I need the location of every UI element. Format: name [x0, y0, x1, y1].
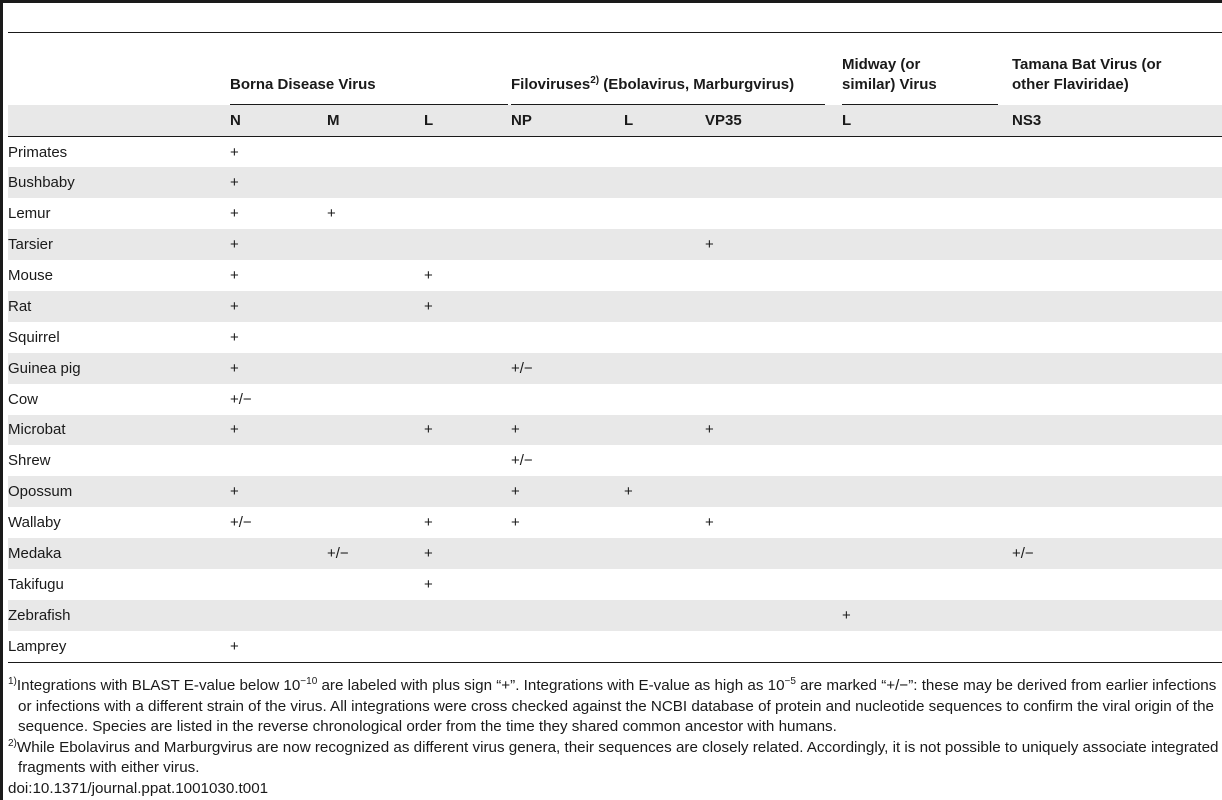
integration-cell: +/− [230, 390, 252, 408]
integration-cell [705, 167, 842, 198]
integration-cell [705, 631, 842, 662]
column-header: NS3 [1012, 105, 1222, 137]
integration-cell [842, 569, 1012, 600]
integration-cell [705, 291, 842, 322]
integration-cell: +/− [511, 452, 533, 470]
integration-cell [424, 600, 511, 631]
integration-cell: + [705, 415, 842, 446]
integration-cell: + [327, 205, 336, 223]
integration-cell [705, 600, 842, 631]
integration-cell [511, 137, 624, 168]
species-cell: Microbat [8, 415, 230, 446]
integration-cell: + [705, 514, 714, 532]
integration-cell [1012, 445, 1222, 476]
integration-cell [327, 631, 424, 662]
integration-cell: + [624, 476, 705, 507]
integration-cell [624, 137, 705, 168]
integration-cell [842, 384, 1012, 415]
integration-cell [327, 353, 424, 384]
integration-cell: + [230, 291, 327, 322]
table-row [8, 353, 1222, 384]
integration-cell: + [230, 167, 327, 198]
integration-cell [424, 137, 511, 168]
integration-cell [230, 445, 327, 476]
footnote-mark: 1) [8, 675, 17, 687]
species-cell: Mouse [8, 267, 54, 284]
column-header: L [842, 105, 1012, 137]
column-header: VP35 [705, 105, 842, 137]
integration-cell: + [230, 205, 239, 223]
species-cell: Primates [8, 137, 230, 168]
integration-cell [624, 415, 705, 446]
integration-cell [1012, 167, 1222, 198]
table-row [8, 476, 1222, 507]
footnote-text: are marked “+/−”: these may be derived from earlier infections or infections with a different strain of the virus. All integrations were cross checked against the NCBI database of protein and nucleotide sequences to confirm the viral origin of the sequence. Species are listed in the reverse chronological order from the time they shared common ancestor with humans. [18, 677, 1217, 735]
integration-cell [511, 229, 624, 260]
integration-cell [624, 291, 705, 322]
column-header [8, 105, 230, 137]
integration-cell: + [424, 415, 511, 446]
integration-cell [624, 167, 705, 198]
species-cell: Takifugu [8, 575, 64, 593]
species-cell: Shrew [8, 452, 51, 470]
integration-cell: + [511, 514, 520, 532]
table-bottom-rule [8, 662, 1222, 663]
integration-table [8, 33, 1222, 662]
table-row [8, 507, 1222, 538]
integration-cell [511, 600, 624, 631]
integration-cell [1012, 600, 1222, 631]
integration-cell [842, 415, 1012, 446]
integration-cell: + [230, 267, 239, 284]
integration-cell [327, 445, 424, 476]
integration-cell [327, 600, 424, 631]
integration-cell [624, 445, 705, 476]
group-header-filoviruses [511, 33, 842, 105]
integration-cell [327, 167, 424, 198]
integration-cell [327, 415, 424, 446]
group-header-label: Midway (or similar) Virus [842, 56, 937, 93]
integration-cell [705, 322, 842, 353]
table-row [8, 137, 1222, 168]
table-row [8, 198, 1222, 229]
species-cell: Squirrel [8, 328, 60, 346]
species-cell: Bushbaby [8, 167, 230, 198]
integration-cell [424, 198, 511, 229]
integration-cell [1012, 198, 1222, 229]
table-row [8, 229, 1222, 260]
footnote-1 [8, 676, 1220, 738]
integration-cell [511, 167, 624, 198]
integration-cell [230, 569, 327, 600]
integration-cell [327, 322, 424, 353]
integration-cell [705, 198, 842, 229]
integration-cell [1012, 384, 1222, 415]
integration-cell [230, 538, 327, 569]
group-header-label: Tamana Bat Virus (or other Flaviridae) [1012, 56, 1162, 93]
integration-cell [842, 291, 1012, 322]
top-border [0, 0, 1222, 3]
integration-cell [1012, 353, 1222, 384]
integration-cell [327, 229, 424, 260]
integration-cell [1012, 476, 1222, 507]
integration-cell: +/− [1012, 538, 1222, 569]
integration-cell [1012, 291, 1222, 322]
integration-cell [327, 476, 424, 507]
integration-cell [705, 137, 842, 168]
integration-cell [424, 353, 511, 384]
column-header: M [327, 105, 424, 137]
group-header-tamana [1012, 33, 1222, 105]
integration-cell [842, 538, 1012, 569]
integration-cell: + [511, 476, 624, 507]
left-border [0, 0, 3, 800]
group-header-midway [842, 33, 1012, 105]
table-row [8, 445, 1222, 476]
integration-cell [327, 137, 424, 168]
footnote-mark: 2) [8, 737, 17, 749]
integration-cell [705, 353, 842, 384]
integration-cell [424, 322, 511, 353]
integration-cell [511, 291, 624, 322]
integration-cell [705, 569, 842, 600]
integration-cell [511, 384, 624, 415]
integration-cell [1012, 569, 1222, 600]
integration-cell: + [424, 267, 433, 284]
integration-cell: + [842, 600, 1012, 631]
integration-cell [624, 600, 705, 631]
integration-cell [327, 507, 424, 538]
species-cell: Cow [8, 390, 39, 408]
group-header-empty [8, 33, 230, 105]
species-cell: Wallaby [8, 514, 61, 532]
integration-cell [327, 260, 424, 291]
table-container [8, 33, 1222, 662]
integration-cell [511, 631, 624, 662]
exponent: −5 [784, 675, 796, 687]
column-header: N [230, 105, 327, 137]
integration-cell [705, 476, 842, 507]
group-underline [230, 104, 508, 105]
integration-cell [327, 384, 424, 415]
integration-cell [424, 476, 511, 507]
integration-cell [705, 384, 842, 415]
integration-cell [705, 538, 842, 569]
footnote-2 [8, 738, 1220, 779]
integration-cell [842, 260, 1012, 291]
integration-cell: + [705, 229, 842, 260]
table-body [8, 137, 1222, 662]
integration-cell [511, 260, 624, 291]
integration-cell [624, 260, 705, 291]
integration-cell: + [424, 575, 433, 593]
species-cell: Opossum [8, 476, 230, 507]
integration-cell [842, 137, 1012, 168]
footnote-mark: 2) [590, 75, 600, 86]
group-header-row [8, 33, 1222, 105]
footnote-text: While Ebolavirus and Marburgvirus are now recognized as different virus genera, their sequences are closely related. Accordingly, it is not possible to uniquely associate integrated fragments with either virus. [16, 738, 1219, 776]
integration-cell [511, 538, 624, 569]
integration-cell [424, 631, 511, 662]
integration-cell: +/− [230, 514, 252, 532]
integration-cell [1012, 229, 1222, 260]
table-footnotes [8, 676, 1220, 799]
table-row [8, 569, 1222, 600]
footnote-text: are labeled with plus sign “+”. Integrations with E-value as high as 10 [317, 677, 785, 694]
integration-cell [705, 260, 842, 291]
integration-cell [624, 569, 705, 600]
integration-cell [1012, 260, 1222, 291]
integration-cell [1012, 507, 1222, 538]
integration-cell: + [230, 476, 327, 507]
integration-cell [842, 198, 1012, 229]
integration-cell: + [230, 637, 239, 655]
exponent: −10 [300, 675, 318, 687]
species-cell: Zebrafish [8, 600, 230, 631]
group-header-label-continued: (Ebolavirus, Marburgvirus) [599, 76, 795, 93]
integration-cell [327, 291, 424, 322]
integration-cell: + [230, 137, 327, 168]
integration-cell [842, 476, 1012, 507]
table-row [8, 415, 1222, 446]
integration-cell [624, 353, 705, 384]
table-row [8, 600, 1222, 631]
integration-cell [624, 507, 705, 538]
integration-cell [230, 600, 327, 631]
species-cell: Tarsier [8, 229, 230, 260]
column-header: L [424, 105, 511, 137]
integration-cell [842, 229, 1012, 260]
integration-cell [842, 167, 1012, 198]
table-row [8, 322, 1222, 353]
integration-cell: + [424, 291, 511, 322]
table-row [8, 167, 1222, 198]
group-header-label: Borna Disease Virus [230, 76, 376, 93]
integration-cell: +/− [511, 353, 624, 384]
integration-cell [842, 353, 1012, 384]
integration-cell [842, 322, 1012, 353]
table-row [8, 260, 1222, 291]
integration-cell: + [424, 514, 433, 532]
integration-cell: + [230, 415, 327, 446]
column-header: L [624, 105, 705, 137]
integration-cell [624, 198, 705, 229]
integration-cell: + [424, 538, 511, 569]
integration-cell [1012, 415, 1222, 446]
integration-cell [511, 198, 624, 229]
integration-cell [424, 384, 511, 415]
table-row [8, 631, 1222, 662]
integration-cell: + [230, 328, 239, 346]
integration-cell [424, 229, 511, 260]
integration-cell [1012, 137, 1222, 168]
species-cell: Medaka [8, 538, 230, 569]
table-row [8, 291, 1222, 322]
integration-cell [624, 384, 705, 415]
integration-cell [624, 538, 705, 569]
group-underline [842, 104, 998, 105]
footnote-text: Integrations with BLAST E-value below 10 [16, 677, 301, 694]
integration-cell: + [230, 353, 327, 384]
integration-cell [842, 631, 1012, 662]
integration-cell: +/− [327, 538, 424, 569]
column-header: NP [511, 105, 624, 137]
integration-cell [842, 445, 1012, 476]
column-header-row [8, 105, 1222, 137]
integration-cell [624, 322, 705, 353]
integration-cell [842, 507, 1012, 538]
species-cell: Lemur [8, 205, 51, 223]
doi-line[interactable]: doi:10.1371/journal.ppat.1001030.t001 [8, 779, 269, 797]
integration-cell [424, 167, 511, 198]
integration-cell [511, 569, 624, 600]
integration-cell [1012, 322, 1222, 353]
integration-cell [1012, 631, 1222, 662]
table-row [8, 384, 1222, 415]
integration-cell: + [230, 229, 327, 260]
integration-cell [511, 322, 624, 353]
integration-cell [705, 445, 842, 476]
integration-cell [327, 569, 424, 600]
group-header-label: Filoviruses [511, 76, 591, 93]
integration-cell [424, 445, 511, 476]
table-row [8, 538, 1222, 569]
species-cell: Guinea pig [8, 353, 230, 384]
integration-cell: + [511, 415, 624, 446]
species-cell: Lamprey [8, 637, 67, 655]
group-header-borna [230, 33, 511, 105]
species-cell: Rat [8, 291, 230, 322]
integration-cell [624, 631, 705, 662]
group-underline [511, 104, 825, 105]
integration-cell [624, 229, 705, 260]
